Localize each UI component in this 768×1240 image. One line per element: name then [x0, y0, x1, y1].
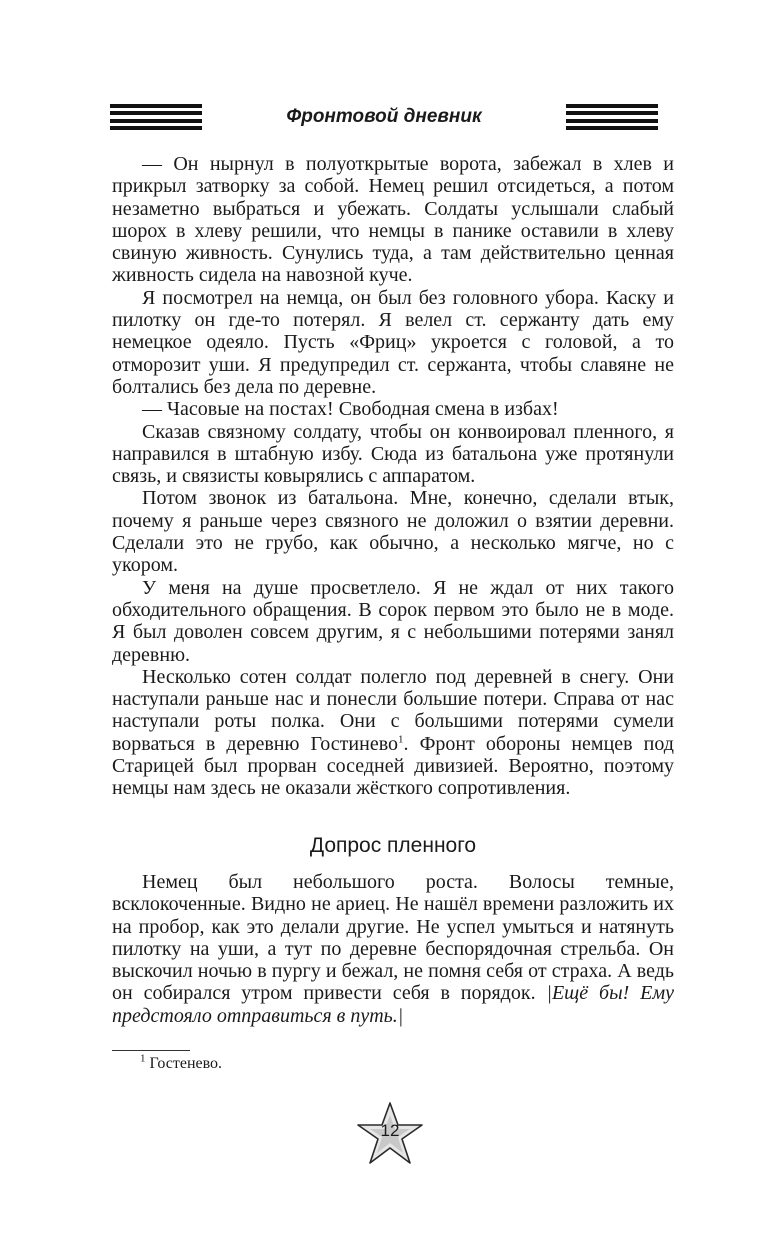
paragraph: Я посмотрел на немца, он был без головного убора. Каску и пилотку он где-то потерял. Я велел ст. сержанту дать ему немецкое одеяло. Пусть «Фриц» укроется с головой, а то отморозит уши. Я предупредил ст. сержанта, чтобы славяне не болтались без дела по деревне.: [112, 286, 674, 398]
page-header: [110, 100, 658, 134]
italic-text: |Ещё бы! Ему предстояло отправиться в путь.|: [112, 982, 674, 1027]
running-title: Фронтовой дневник: [286, 106, 482, 127]
header-stripes-right: [566, 104, 658, 130]
paragraph-with-footnote: [112, 666, 674, 800]
paragraph: Сказав связному солдату, чтобы он конвоировал пленного, я направился в штабную избу. Сюда из батальона уже протянули связь, и связисты ковырялись с аппаратом.: [112, 420, 674, 488]
footnote-marker: 1: [140, 1052, 146, 1065]
footnote-text: Гостенево.: [149, 1055, 223, 1072]
paragraph: Потом звонок из батальона. Мне, конечно, сделали втык, почему я раньше через связного не доложил о взятии деревни. Сделали это не грубо, как обычно, а несколько мягче, но с укором.: [112, 487, 674, 577]
main-text: [112, 153, 674, 800]
paragraph-text: Несколько сотен солдат полегло под деревней в снегу. Они наступали раньше нас и понесли большие потери. Справа от нас наступали роты полка. Они с большими потерями сумели ворваться в деревню Гостинево: [112, 665, 674, 755]
paragraph-text-tail: . Фронт обороны немцев под Старицей был прорван соседней дивизией. Вероятно, поэтому немцы нам здесь не оказали жёсткого сопротивления.: [112, 732, 674, 800]
footnote-ref: 1: [398, 733, 404, 746]
footnote: [140, 1052, 223, 1073]
page-number: 12: [380, 1121, 400, 1140]
footnote-divider: [112, 1050, 190, 1051]
paragraph: — Он нырнул в полуоткрытые ворота, забежал в хлев и прикрыл затворку за собой. Немец решил отсидеться, а потом незаметно выбраться и убежать. Солдаты услышали слабый шорох в хлеву решили, что немцы в панике оставили в хлеву свиную живность. Сунулись туда, а там действительно ценная живность сидела на навозной куче.: [112, 153, 674, 287]
paragraph: [112, 871, 674, 1027]
paragraph: У меня на душе просветлело. Я не ждал от них такого обходительного обращения. В сорок первом это было не в моде. Я был доволен совсем другим, я с небольшими потерями занял деревню.: [112, 576, 674, 666]
section-title: Допрос пленного: [309, 834, 477, 857]
paragraph-text: Немец был небольшого роста. Волосы темные, всклокоченные. Видно не ариец. Не нашёл времени разложить их на пробор, как это делали другие. Не успел умыться и натянуть пилотку на уши, а тут по деревне беспорядочная стрельба. Он выскочил ночью в пургу и бежал, не помня себя от страха. А ведь он собирался утром привести себя в порядок.: [112, 871, 674, 1005]
paragraph: — Часовые на постах! Свободная смена в избах!: [142, 398, 559, 421]
section-text: [112, 871, 674, 1027]
